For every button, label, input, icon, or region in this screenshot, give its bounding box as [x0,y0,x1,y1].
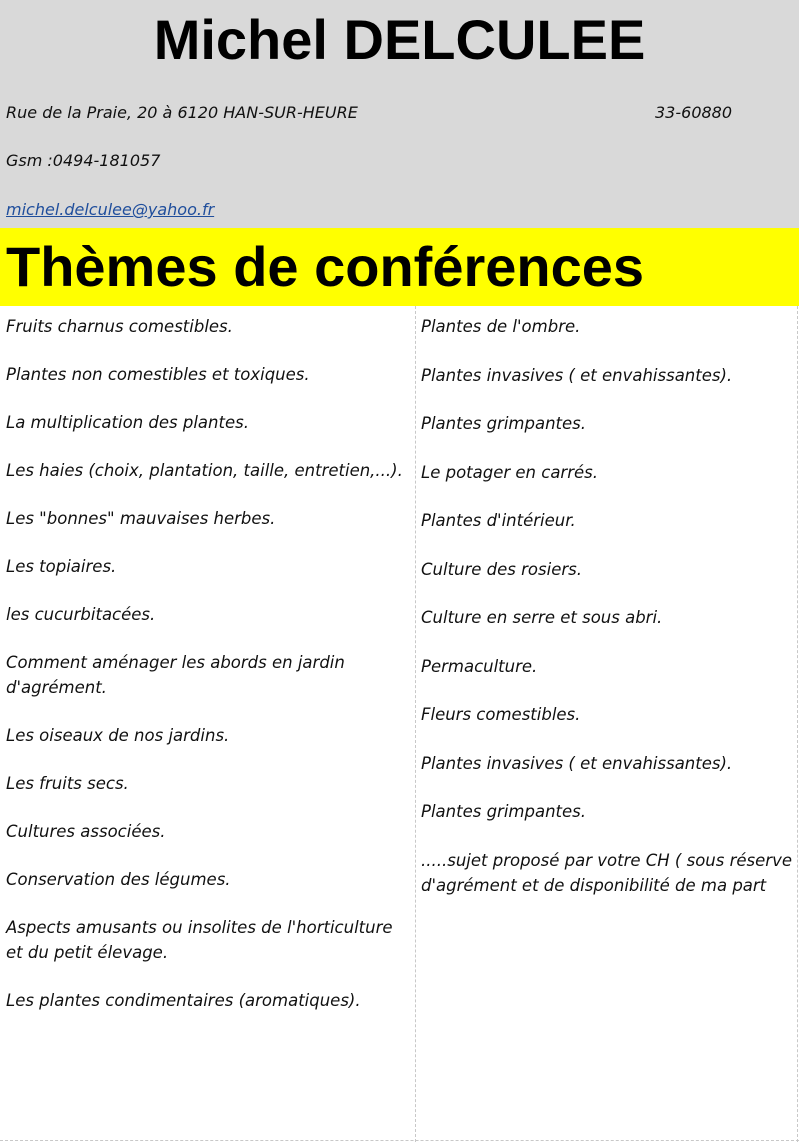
list-item: Fruits charnus comestibles. [6,317,233,336]
list-item: Plantes invasives ( et envahissantes). [421,365,733,385]
list-item: Plantes invasives ( et envahissantes). [421,753,733,773]
list-item: Le potager en carrés. [421,462,598,482]
list-item: Plantes d'intérieur. [421,511,576,530]
list-item: Permaculture. [421,656,538,676]
bottom-border [0,1140,799,1141]
list-item: Les oiseaux de nos jardins. [6,726,230,745]
list-item: Plantes grimpantes. [421,802,586,821]
gsm-number: Gsm :0494-181057 [6,151,161,170]
list-item: Les fruits secs. [6,774,129,793]
list-item: Aspects amusants ou insolites de l'horticulture et du petit élevage. [6,918,393,962]
list-item: les cucurbitacées. [6,605,156,624]
list-item: .....sujet proposé par votre CH ( sous réserve d'agrément et de disponibilité de ma part [421,850,792,895]
list-item: Plantes grimpantes. [421,414,586,433]
list-item: Plantes non comestibles et toxiques. [6,365,310,384]
right-border [797,306,798,1142]
list-item: Les plantes condimentaires (aromatiques). [6,991,361,1010]
title-band [0,228,799,306]
list-item: Les topiaires. [6,557,117,576]
topics-left-column [6,314,410,1036]
list-item: Culture en serre et sous abri. [421,608,663,627]
phone-number: 33-60880 [655,103,733,122]
column-divider [415,306,416,1142]
page-title: Thèmes de conférences [6,235,645,298]
list-item: Les haies (choix, plantation, taille, entretien,...). [6,461,403,480]
list-item: Fleurs comestibles. [421,705,581,724]
list-item: Comment aménager les abords en jardin d'agrément. [6,653,345,697]
list-item: Les "bonnes" mauvaises herbes. [6,509,276,528]
topics-right-column [421,314,793,921]
list-item: Plantes de l'ombre. [421,317,581,336]
email-link[interactable]: michel.delculee@yahoo.fr [6,200,215,219]
list-item: Culture des rosiers. [421,559,582,579]
author-name: Michel DELCULEE [153,8,646,71]
address-text: Rue de la Praie, 20 à 6120 HAN-SUR-HEURE [6,103,358,122]
list-item: La multiplication des plantes. [6,413,249,432]
list-item: Conservation des légumes. [6,870,231,889]
contact-header [0,0,799,228]
list-item: Cultures associées. [6,822,166,841]
